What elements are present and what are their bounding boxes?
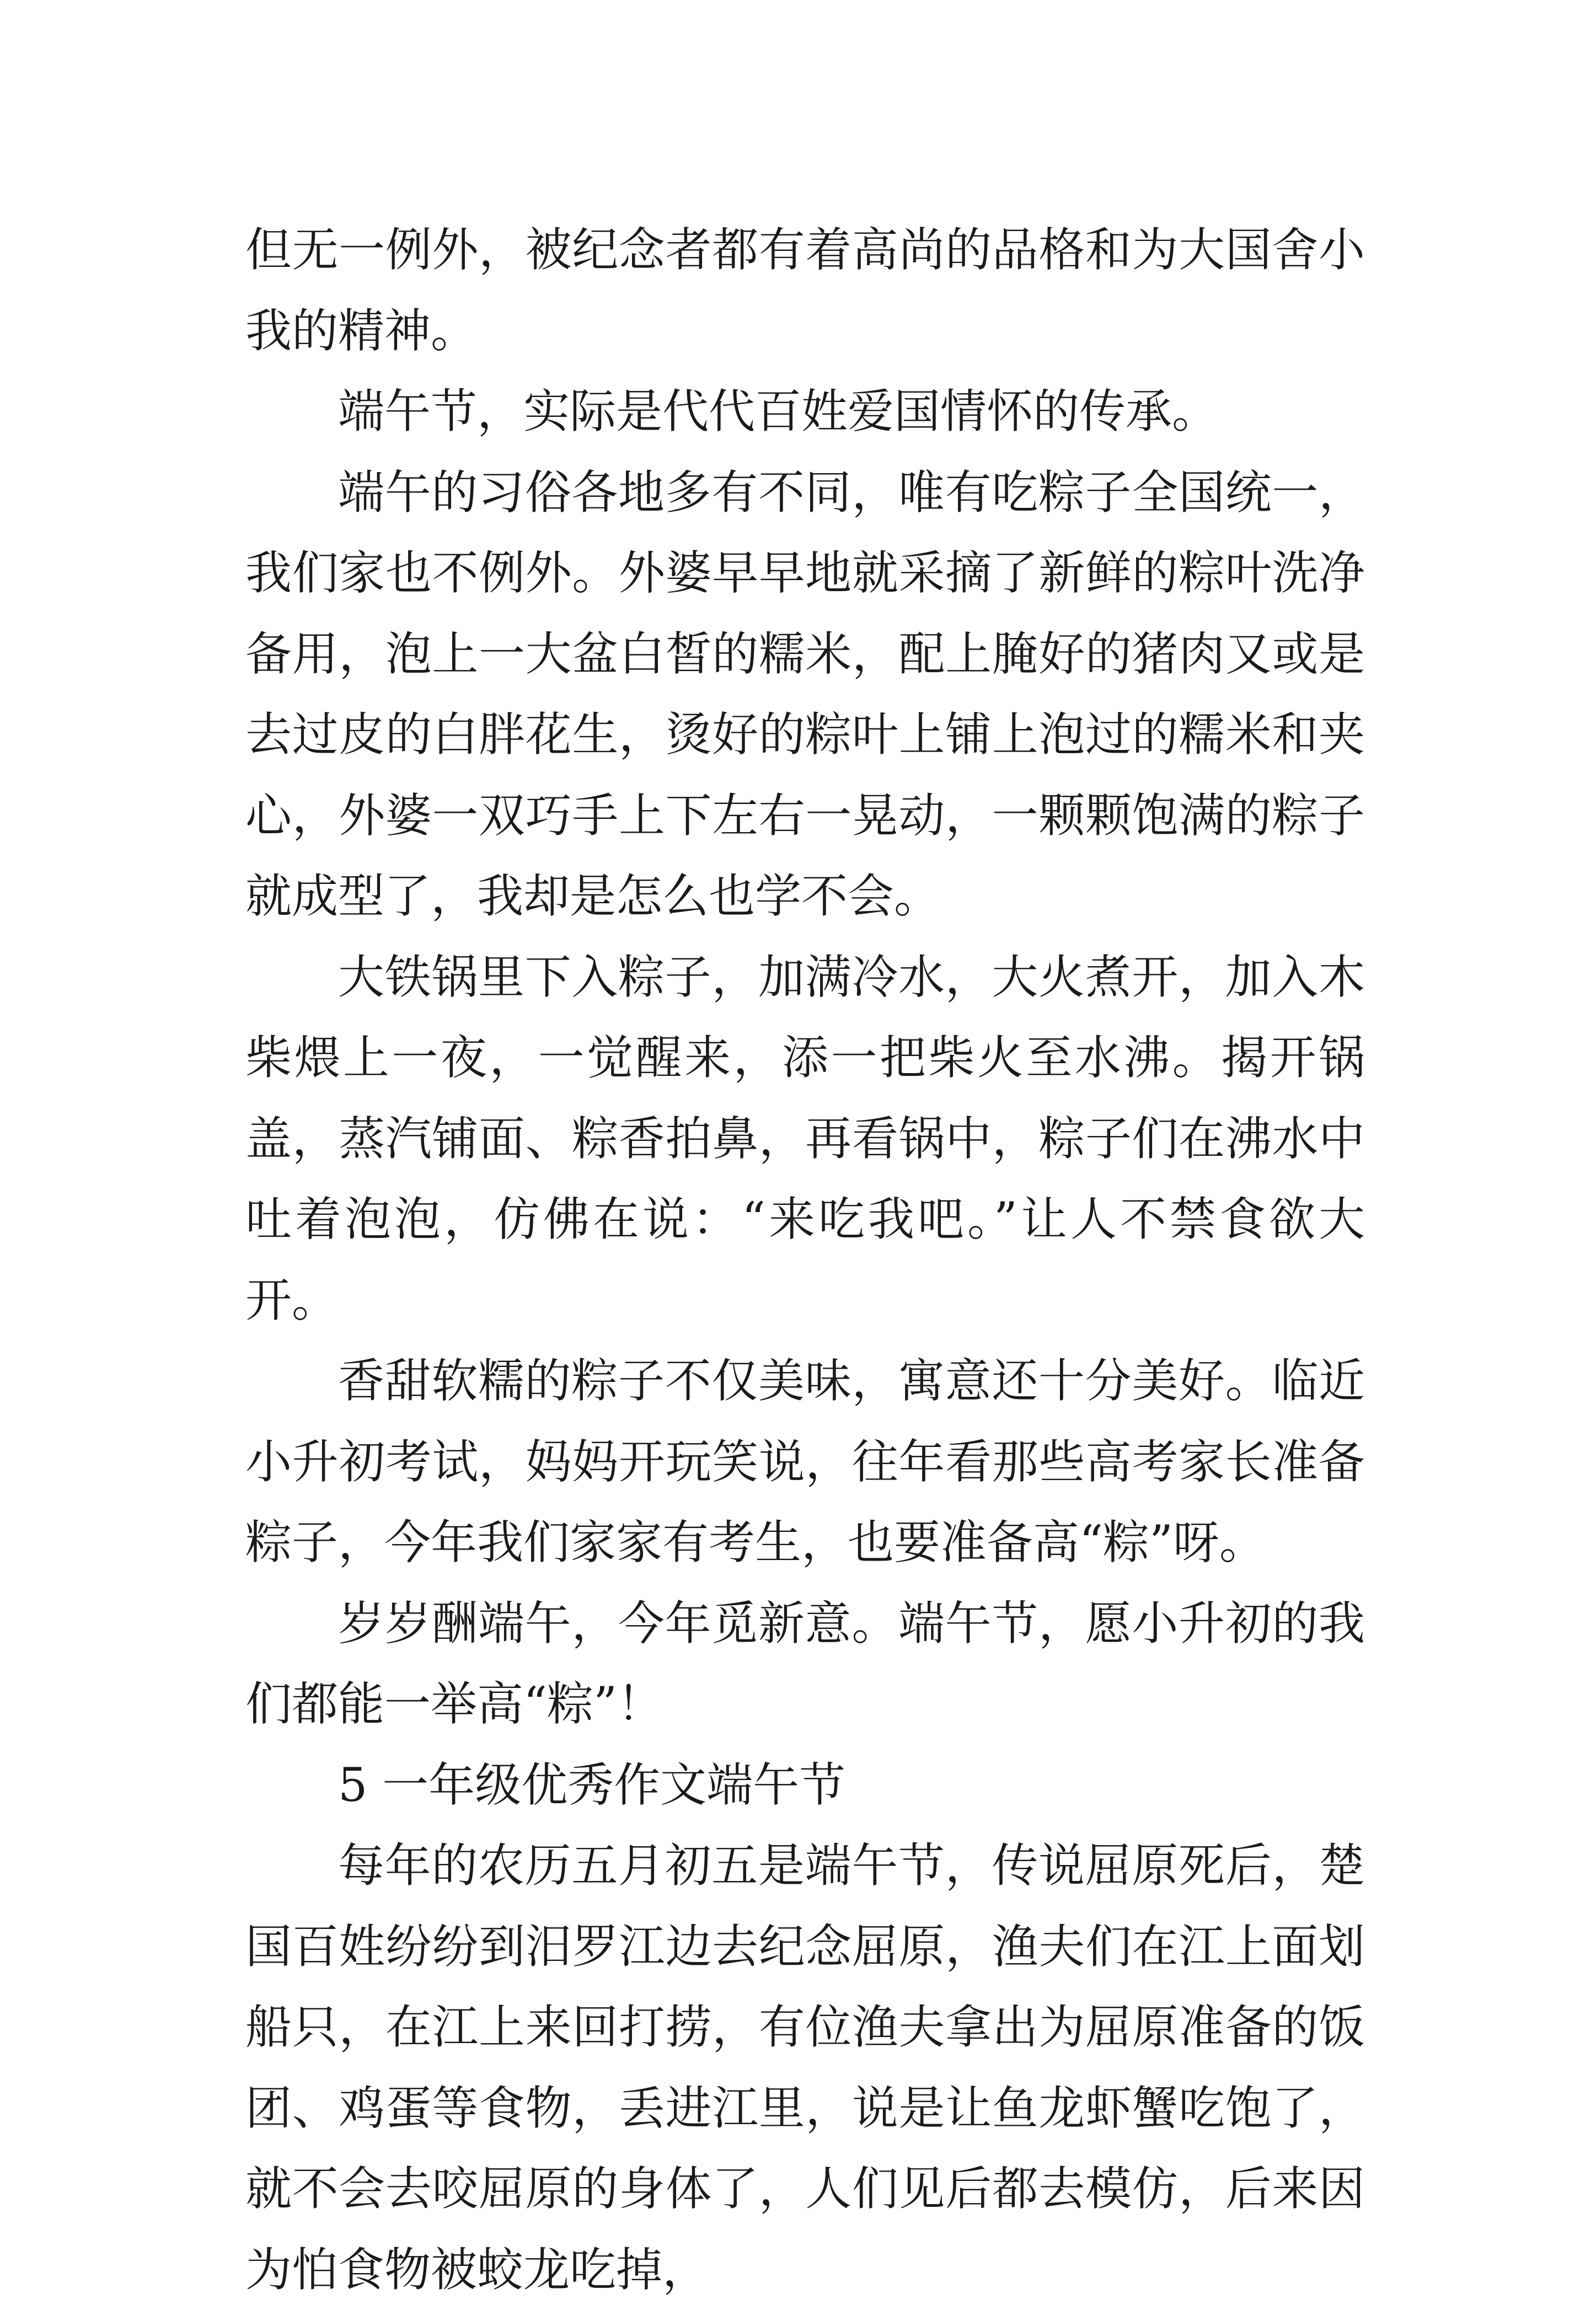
paragraph-4: 大铁锅里下入粽子，加满冷水，大火煮开，加入木柴煨上一夜，一觉醒来，添一把柴火至水沸。揭开锅盖，蒸汽铺面、粽香拍鼻，再看锅中，粽子们在沸水中吐着泡泡，仿佛在说：“来吃我吧。”让人不禁食欲大开。	[245, 950, 1365, 1327]
paragraph-6: 岁岁酬端午，今年觅新意。端午节，愿小升初的我们都能一举高“粽”！	[245, 1596, 1365, 1731]
paragraph-3: 端午的习俗各地多有不同，唯有吃粽子全国统一，我们家也不例外。外婆早早地就采摘了新鲜的粽叶洗净备用，泡上一大盆白皙的糯米，配上腌好的猪肉又或是去过皮的白胖花生，烫好的粽叶上铺上泡过的糯米和夹心，外婆一双巧手上下左右一晃动，一颗颗饱满的粽子就成型了，我却是怎么也学不会。	[245, 465, 1365, 923]
paragraph-5: 香甜软糯的粽子不仅美味，寓意还十分美好。临近小升初考试，妈妈开玩笑说，往年看那些高考家长准备粽子，今年我们家家有考生，也要准备高“粽”呀。	[245, 1354, 1365, 1569]
paragraph-1: 但无一例外，被纪念者都有着高尚的品格和为大国舍小我的精神。	[245, 223, 1365, 358]
paragraph-2: 端午节，实际是代代百姓爱国情怀的传承。	[338, 384, 1219, 438]
paragraph-7: 每年的农历五月初五是端午节，传说屈原死后，楚国百姓纷纷到汨罗江边去纪念屈原，渔夫们在江上面划船只，在江上来回打捞，有位渔夫拿出为屈原准备的饭团、鸡蛋等食物，丢进江里，说是让鱼龙虾蟹吃饱了，就不会去咬屈原的身体了，人们见后都去模仿，后来因为怕食物被蛟龙吃掉，	[245, 1839, 1365, 2297]
section-heading: 5 一年级优秀作文端午节	[338, 1757, 846, 1812]
document-body	[245, 210, 1365, 2310]
